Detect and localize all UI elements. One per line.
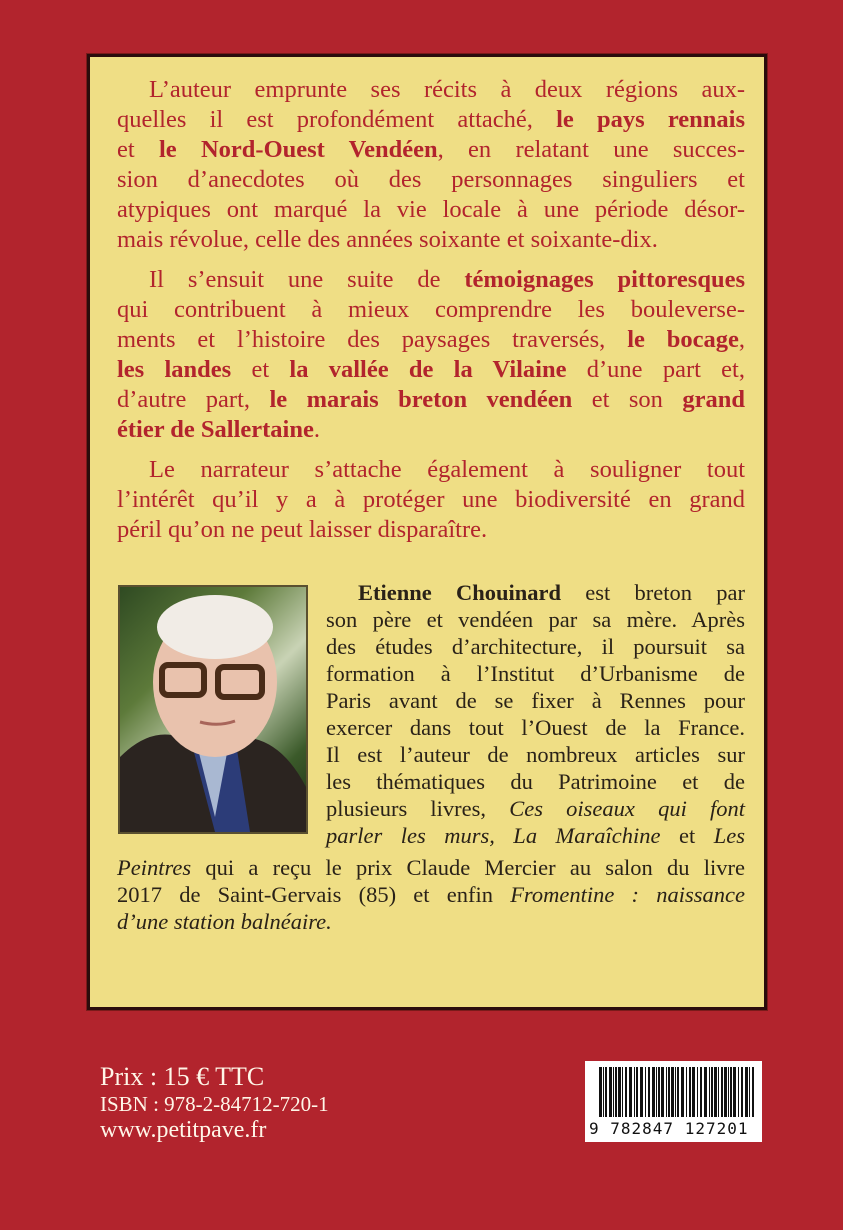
barcode-bar: [752, 1067, 754, 1117]
barcode-bar: [721, 1067, 723, 1117]
text: et: [231, 356, 290, 383]
text: son père et vendéen par sa mère. Après: [326, 607, 745, 632]
italic-title: parler les murs, La Maraîchine: [326, 823, 661, 848]
text: ,: [738, 326, 745, 353]
barcode-bar: [677, 1067, 679, 1117]
text-line: [117, 225, 745, 255]
barcode-bar: [730, 1067, 732, 1117]
barcode-bar: [718, 1067, 719, 1117]
barcode-bar: [613, 1067, 614, 1117]
barcode-bar: [681, 1067, 684, 1117]
text-line: [326, 822, 745, 849]
text: ments et l’histoire des paysages traversés,: [117, 326, 628, 353]
text: et: [117, 136, 159, 163]
text-line: [117, 75, 745, 105]
barcode-bar: [636, 1067, 638, 1117]
italic-title: Fromentine : naissance: [510, 882, 745, 907]
barcode-bar: [714, 1067, 717, 1117]
bold-text: le pays rennais: [556, 106, 745, 133]
text-line: [117, 165, 745, 195]
text-line: [326, 741, 745, 768]
barcode-bar: [738, 1067, 739, 1117]
blurb-paragraph: [117, 75, 745, 255]
bold-text: les landes: [117, 356, 232, 383]
text: formation à l’Institut d’Urbanisme de: [326, 661, 745, 686]
text-line: [117, 908, 745, 935]
barcode-bar: [634, 1067, 635, 1117]
text: exercer dans tout l’Ouest de la France.: [326, 715, 745, 740]
text: Il s’ensuit une suite de: [149, 266, 465, 293]
barcode-bar: [618, 1067, 621, 1117]
text-line: [117, 135, 745, 165]
text-line: [326, 687, 745, 714]
barcode-bar: [603, 1067, 604, 1117]
barcode-bar: [658, 1067, 660, 1117]
text-line: [117, 881, 745, 908]
author-bio-continued: [117, 854, 745, 935]
text: Il est l’auteur de nombreux articles sur: [326, 742, 745, 767]
barcode-bar: [741, 1067, 743, 1117]
blurb-text: [117, 75, 745, 555]
text-line: [326, 579, 745, 606]
barcode-bar: [609, 1067, 612, 1117]
barcode-bar: [711, 1067, 713, 1117]
text: quelles il est profondément attaché,: [117, 106, 557, 133]
bold-text: la vallée de la Vilaine: [289, 356, 567, 383]
publisher-url[interactable]: www.petitpave.fr: [100, 1117, 267, 1143]
text: et son: [572, 386, 683, 413]
text-line: [326, 606, 745, 633]
barcode-bar: [749, 1067, 750, 1117]
barcode-bar: [733, 1067, 736, 1117]
text-line: [117, 455, 745, 485]
text: des études d’architecture, il poursuit sa: [326, 634, 745, 659]
bold-text: témoignages pittoresques: [464, 266, 745, 293]
text: Paris avant de se fixer à Rennes pour: [326, 688, 745, 713]
bold-text: le Nord-Ouest Vendéen: [158, 136, 438, 163]
text-line: [117, 195, 745, 225]
isbn: ISBN : 978-2-84712-720-1: [100, 1092, 329, 1116]
barcode-bar: [661, 1067, 664, 1117]
text-line: [117, 105, 745, 135]
barcode-bar: [671, 1067, 674, 1117]
text: , en relatant une succes-: [437, 136, 745, 163]
text-line: [326, 768, 745, 795]
barcode-bar: [656, 1067, 657, 1117]
text-line: [117, 355, 745, 385]
text: péril qu’on ne peut laisser disparaître.: [117, 516, 488, 543]
text-line: [326, 633, 745, 660]
barcode-bar: [686, 1067, 687, 1117]
text: d’autre part,: [117, 386, 270, 413]
barcode-bar: [728, 1067, 729, 1117]
barcode-bar: [689, 1067, 691, 1117]
text: mais révolue, celle des années soixante et soixante-dix.: [117, 226, 658, 253]
text-line: [117, 415, 745, 445]
barcode-bar: [640, 1067, 643, 1117]
barcode-bar: [652, 1067, 655, 1117]
barcode-bar: [625, 1067, 627, 1117]
text-line: [326, 795, 745, 822]
barcode-bar: [615, 1067, 617, 1117]
price: Prix : 15 € TTC: [100, 1062, 265, 1091]
text-line: [117, 485, 745, 515]
text-line: [117, 265, 745, 295]
italic-title: d’une station balnéaire.: [117, 909, 332, 934]
barcode-bar: [692, 1067, 695, 1117]
barcode-bar: [648, 1067, 650, 1117]
barcode-digits: 9 782847 127201: [589, 1119, 749, 1138]
italic-title: Les: [713, 823, 745, 848]
text: L’auteur emprunte ses récits à deux régions aux-: [149, 76, 745, 103]
text-line: [326, 714, 745, 741]
text: 2017 de Saint-Gervais (85) et enfin: [117, 882, 511, 907]
text-line: [117, 854, 745, 881]
text: .: [313, 416, 320, 443]
text: qui a reçu le prix Claude Mercier au salon du livre: [191, 855, 745, 880]
bold-text: Etienne Chouinard: [358, 580, 562, 605]
text-line: [117, 385, 745, 415]
barcode-bar: [697, 1067, 698, 1117]
book-info: [100, 1062, 329, 1144]
text: plusieurs livres,: [326, 796, 510, 821]
text: sion d’anecdotes où des personnages singuliers et: [117, 166, 745, 193]
text-line: [117, 295, 745, 325]
barcode-bar: [700, 1067, 702, 1117]
barcode-bar: [622, 1067, 623, 1117]
barcode-bar: [599, 1067, 602, 1117]
text-line: [117, 515, 745, 545]
italic-title: Ces oiseaux qui font: [509, 796, 746, 821]
barcode-bar: [704, 1067, 707, 1117]
barcode-bar: [675, 1067, 676, 1117]
barcode-bar: [724, 1067, 727, 1117]
bold-text: étier de Sallertaine: [117, 416, 314, 443]
back-cover-panel: [87, 54, 767, 1010]
text: d’une part et,: [566, 356, 745, 383]
text: atypiques ont marqué la vie locale à une période désor-: [117, 196, 745, 223]
bold-text: le bocage: [627, 326, 739, 353]
text: et: [660, 823, 714, 848]
bold-text: grand: [682, 386, 745, 413]
text: qui contribuent à mieux comprendre les bouleverse-: [117, 296, 745, 323]
text: l’intérêt qu’il y a à protéger une biodiversité en grand: [117, 486, 745, 513]
barcode-bar: [709, 1067, 710, 1117]
barcode-bars: [585, 1061, 762, 1117]
barcode-bar: [668, 1067, 670, 1117]
text: les thématiques du Patrimoine et de: [326, 769, 745, 794]
barcode-bar: [666, 1067, 667, 1117]
isbn-barcode: [585, 1061, 762, 1142]
barcode-bar: [629, 1067, 632, 1117]
barcode-bar: [645, 1067, 646, 1117]
text-line: [117, 325, 745, 355]
text: est breton par: [561, 580, 745, 605]
barcode-bar: [605, 1067, 607, 1117]
blurb-paragraph: [117, 265, 745, 445]
bold-text: le marais breton vendéen: [269, 386, 573, 413]
barcode-bar: [745, 1067, 748, 1117]
blurb-paragraph: [117, 455, 745, 545]
italic-title: Peintres: [117, 855, 192, 880]
author-bio: [326, 579, 745, 849]
text-line: [326, 660, 745, 687]
text: Le narrateur s’attache également à souligner tout: [149, 456, 745, 483]
author-photo: [118, 585, 308, 834]
